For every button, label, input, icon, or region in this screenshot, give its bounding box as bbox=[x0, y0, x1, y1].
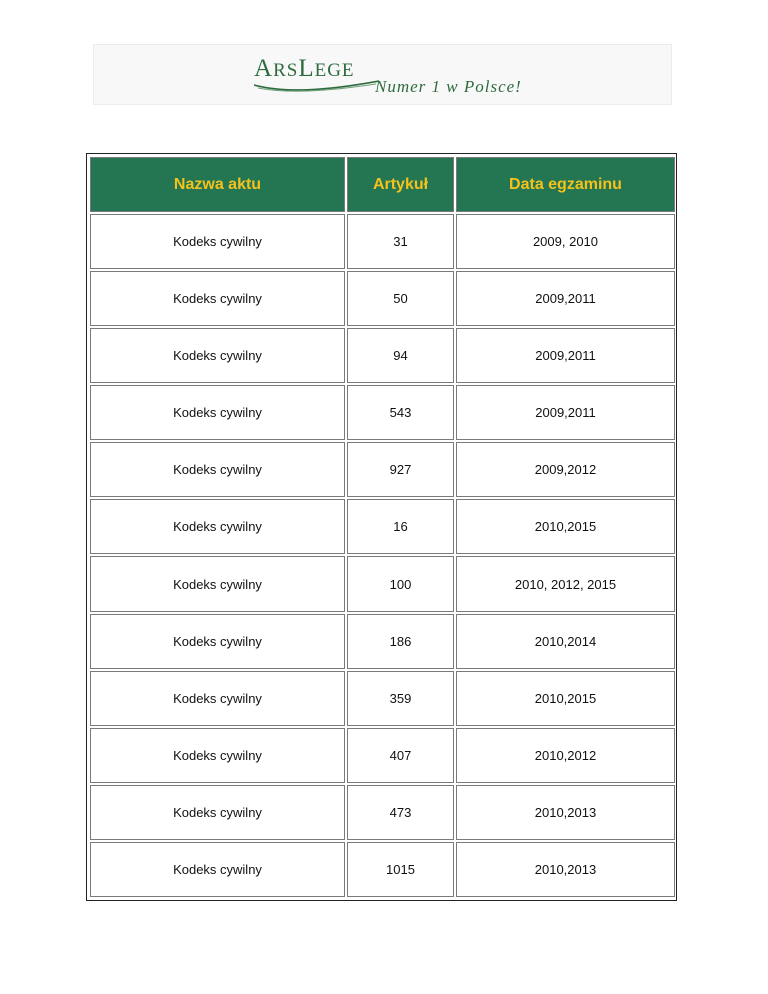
cell-article: 186 bbox=[347, 614, 454, 669]
table-row bbox=[90, 614, 675, 669]
cell-article: 473 bbox=[347, 785, 454, 840]
cell-exam-date: 2009,2011 bbox=[456, 385, 675, 440]
table-row bbox=[90, 785, 675, 840]
table-row bbox=[90, 385, 675, 440]
logo-brand-letter-l: L bbox=[298, 55, 315, 82]
cell-article: 359 bbox=[347, 671, 454, 726]
cell-act-name: Kodeks cywilny bbox=[90, 328, 345, 383]
cell-article: 50 bbox=[347, 271, 454, 326]
cell-act-name: Kodeks cywilny bbox=[90, 499, 345, 554]
cell-exam-date: 2010,2014 bbox=[456, 614, 675, 669]
table-row bbox=[90, 671, 675, 726]
cell-article: 543 bbox=[347, 385, 454, 440]
column-header-article: Artykuł bbox=[347, 157, 454, 212]
cell-act-name: Kodeks cywilny bbox=[90, 671, 345, 726]
cell-article: 94 bbox=[347, 328, 454, 383]
cell-article: 31 bbox=[347, 214, 454, 269]
exam-articles-table-frame bbox=[86, 153, 677, 901]
cell-exam-date: 2009, 2010 bbox=[456, 214, 675, 269]
column-header-act-name: Nazwa aktu bbox=[90, 157, 345, 212]
cell-act-name: Kodeks cywilny bbox=[90, 842, 345, 897]
header-banner bbox=[93, 44, 672, 105]
table-row bbox=[90, 214, 675, 269]
table-row bbox=[90, 328, 675, 383]
cell-act-name: Kodeks cywilny bbox=[90, 728, 345, 783]
table-row bbox=[90, 271, 675, 326]
cell-article: 1015 bbox=[347, 842, 454, 897]
table-row bbox=[90, 499, 675, 554]
logo-swoosh-icon bbox=[254, 79, 379, 93]
logo-brand-rs: RS bbox=[273, 60, 299, 81]
cell-act-name: Kodeks cywilny bbox=[90, 614, 345, 669]
cell-exam-date: 2010,2013 bbox=[456, 842, 675, 897]
table-header-row bbox=[90, 157, 675, 212]
cell-act-name: Kodeks cywilny bbox=[90, 556, 345, 611]
cell-exam-date: 2010, 2012, 2015 bbox=[456, 556, 675, 611]
cell-act-name: Kodeks cywilny bbox=[90, 785, 345, 840]
cell-act-name: Kodeks cywilny bbox=[90, 271, 345, 326]
logo-brand-ege: EGE bbox=[314, 60, 355, 81]
logo-tagline: Numer 1 w Polsce! bbox=[375, 77, 522, 96]
cell-exam-date: 2009,2011 bbox=[456, 328, 675, 383]
logo-brand-letter-a: A bbox=[254, 55, 274, 82]
cell-exam-date: 2010,2013 bbox=[456, 785, 675, 840]
arslege-logo bbox=[254, 55, 534, 100]
cell-exam-date: 2009,2011 bbox=[456, 271, 675, 326]
cell-article: 100 bbox=[347, 556, 454, 611]
cell-act-name: Kodeks cywilny bbox=[90, 442, 345, 497]
cell-act-name: Kodeks cywilny bbox=[90, 385, 345, 440]
column-header-exam-date: Data egzaminu bbox=[456, 157, 675, 212]
cell-exam-date: 2010,2015 bbox=[456, 671, 675, 726]
table-row bbox=[90, 842, 675, 897]
cell-exam-date: 2009,2012 bbox=[456, 442, 675, 497]
table-row bbox=[90, 442, 675, 497]
cell-act-name: Kodeks cywilny bbox=[90, 214, 345, 269]
cell-article: 407 bbox=[347, 728, 454, 783]
cell-exam-date: 2010,2012 bbox=[456, 728, 675, 783]
cell-article: 16 bbox=[347, 499, 454, 554]
table-row bbox=[90, 556, 675, 611]
exam-articles-table bbox=[88, 155, 677, 899]
cell-article: 927 bbox=[347, 442, 454, 497]
table-row bbox=[90, 728, 675, 783]
cell-exam-date: 2010,2015 bbox=[456, 499, 675, 554]
